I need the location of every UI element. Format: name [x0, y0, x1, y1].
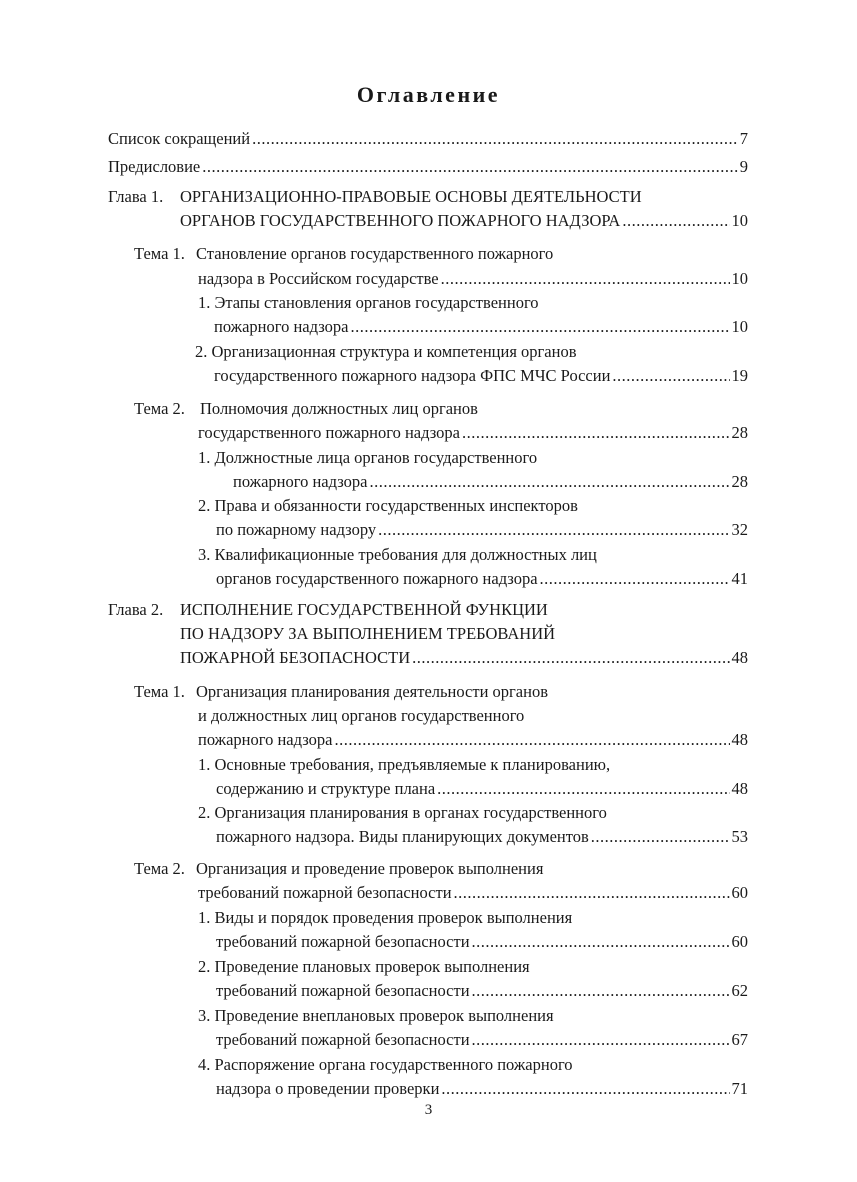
dot-leader	[350, 315, 729, 339]
toc-entry-text: требований пожарной безопасности	[216, 932, 470, 951]
toc-ch1-topic-1-line2[interactable]	[198, 267, 748, 291]
toc-entry-text: государственного пожарного надзора ФПС МЧС России	[214, 366, 611, 385]
toc-entry-text: и должностных лиц органов государственного	[198, 706, 525, 725]
toc-ch2-topic-2-line1[interactable]	[134, 857, 748, 881]
toc-ch1-topic-1-line1[interactable]	[134, 242, 748, 266]
toc-entry-text: 1. Основные требования, предъявляемые к планированию,	[198, 755, 611, 774]
toc-entry-text: государственного пожарного надзора	[198, 423, 460, 442]
toc-entry-text: 2. Организационная структура и компетенция органов	[195, 342, 577, 361]
dot-leader	[378, 518, 729, 542]
toc-ch2-t1-section-2-line2[interactable]	[216, 825, 748, 849]
toc-entry-text: пожарного надзора	[198, 730, 333, 749]
topic-label: Тема 1.	[134, 682, 185, 701]
toc-page-number: 67	[731, 1030, 748, 1049]
page-number: 3	[424, 1102, 433, 1118]
page-title: Оглавление	[356, 82, 501, 107]
toc-page-number: 9	[739, 157, 748, 176]
toc-page-number: 48	[731, 648, 748, 667]
toc-entry-preface[interactable]	[108, 155, 748, 179]
toc-entry-text: 3. Квалификационные требования для должностных лиц	[198, 545, 597, 564]
toc-page-number: 60	[731, 932, 748, 951]
dot-leader	[472, 979, 730, 1003]
toc-page-number: 19	[731, 366, 748, 385]
topic-label: Тема 2.	[134, 399, 185, 418]
toc-entry-text: 1. Этапы становления органов государственного	[198, 293, 539, 312]
toc-ch1-t2-section-1-line2[interactable]	[233, 470, 748, 494]
toc-ch2-topic-1-line3[interactable]	[198, 728, 748, 752]
toc-entry-text: 1. Должностные лица органов государственного	[198, 448, 538, 467]
toc-entry-text: 1. Виды и порядок проведения проверок выполнения	[198, 908, 573, 927]
toc-entry-text: ПОЖАРНОЙ БЕЗОПАСНОСТИ	[180, 648, 411, 667]
toc-chapter-2-line2[interactable]	[180, 622, 748, 646]
dot-leader	[437, 777, 729, 801]
dot-leader	[622, 209, 729, 233]
toc-page-number: 32	[731, 520, 748, 539]
toc-entry-text: Становление органов государственного пожарного	[196, 244, 554, 263]
toc-entry-text: Организация планирования деятельности органов	[196, 682, 548, 701]
toc-entry-text: 3. Проведение внеплановых проверок выполнения	[198, 1006, 554, 1025]
toc-entry-text: ПО НАДЗОРУ ЗА ВЫПОЛНЕНИЕМ ТРЕБОВАНИЙ	[180, 624, 556, 643]
toc-page-number: 10	[731, 211, 748, 230]
toc-entry-text: 2. Права и обязанности государственных инспекторов	[198, 496, 578, 515]
toc-ch1-t2-section-3-line2[interactable]	[216, 567, 748, 591]
dot-leader	[369, 470, 729, 494]
toc-entry-text: требований пожарной безопасности	[216, 981, 470, 1000]
toc-ch1-t1-section-2-line1[interactable]	[195, 340, 748, 364]
toc-entry-text: Предисловие	[108, 157, 201, 176]
toc-page-number: 60	[731, 883, 748, 902]
dot-leader	[252, 127, 738, 151]
toc-entry-abbreviations[interactable]	[108, 127, 748, 151]
dot-leader	[441, 267, 730, 291]
toc-page-number: 28	[731, 423, 748, 442]
dot-leader	[454, 881, 730, 905]
toc-ch2-t1-section-1-line2[interactable]	[216, 777, 748, 801]
toc-ch2-t2-section-3-line2[interactable]	[216, 1028, 748, 1052]
toc-page-number: 53	[731, 827, 748, 846]
toc-chapter-2-line3[interactable]	[180, 646, 748, 670]
dot-leader	[612, 364, 729, 388]
toc-page-number: 62	[731, 981, 748, 1000]
toc-chapter-1-line2[interactable]	[180, 209, 748, 233]
toc-entry-text: Полномочия должностных лиц органов	[200, 399, 478, 418]
dot-leader	[472, 930, 730, 954]
toc-entry-text: требований пожарной безопасности	[198, 883, 452, 902]
toc-entry-text: органов государственного пожарного надзора	[216, 569, 538, 588]
toc-ch2-topic-1-line1[interactable]	[134, 680, 748, 704]
dot-leader	[441, 1077, 729, 1101]
toc-entry-text: Список сокращений	[108, 129, 251, 148]
toc-ch2-t2-section-1-line2[interactable]	[216, 930, 748, 954]
dot-leader	[202, 155, 738, 179]
toc-entry-text: пожарного надзора	[214, 317, 349, 336]
toc-page-number: 48	[731, 730, 748, 749]
toc-entry-text: 4. Распоряжение органа государственного пожарного	[198, 1055, 573, 1074]
toc-ch2-t2-section-3-line1[interactable]	[198, 1004, 748, 1028]
toc-ch2-t2-section-4-line2[interactable]	[216, 1077, 748, 1101]
topic-label: Тема 2.	[134, 859, 185, 878]
toc-entry-text: пожарного надзора	[233, 472, 368, 491]
toc-entry-text: надзора о проведении проверки	[216, 1079, 440, 1098]
toc-entry-text: требований пожарной безопасности	[216, 1030, 470, 1049]
toc-entry-text: 2. Организация планирования в органах государственного	[198, 803, 607, 822]
toc-ch2-t1-section-2-line1[interactable]	[198, 801, 748, 825]
toc-entry-text: надзора в Российском государстве	[198, 269, 439, 288]
chapter-label: Глава 1.	[108, 187, 164, 206]
toc-page-number: 28	[731, 472, 748, 491]
toc-ch1-t2-section-1-line1[interactable]	[198, 446, 748, 470]
toc-entry-text: содержанию и структуре плана	[216, 779, 436, 798]
dot-leader	[462, 421, 730, 445]
toc-ch1-t2-section-2-line2[interactable]	[216, 518, 748, 542]
toc-entry-text: 2. Проведение плановых проверок выполнения	[198, 957, 530, 976]
toc-ch1-t2-section-2-line1[interactable]	[198, 494, 748, 518]
dot-leader	[412, 646, 729, 670]
toc-chapter-2-line1[interactable]	[108, 598, 748, 622]
dot-leader	[472, 1028, 730, 1052]
toc-chapter-1-line1[interactable]	[108, 185, 748, 209]
toc-ch1-topic-2-line1[interactable]	[134, 397, 748, 421]
toc-ch1-t1-section-1-line2[interactable]	[214, 315, 748, 339]
toc-page-number: 7	[739, 129, 748, 148]
toc-page-number: 10	[731, 269, 748, 288]
toc-ch1-t1-section-1-line1[interactable]	[198, 291, 748, 315]
dot-leader	[334, 728, 729, 752]
toc-ch2-t2-section-1-line1[interactable]	[198, 906, 748, 930]
toc-ch2-t2-section-2-line1[interactable]	[198, 955, 748, 979]
toc-entry-text: ОРГАНОВ ГОСУДАРСТВЕННОГО ПОЖАРНОГО НАДЗОРА	[180, 211, 621, 230]
toc-ch2-t1-section-1-line1[interactable]	[198, 753, 748, 777]
toc-entry-text: пожарного надзора. Виды планирующих документов	[216, 827, 589, 846]
toc-ch2-t2-section-4-line1[interactable]	[198, 1053, 748, 1077]
toc-ch2-topic-1-line2[interactable]	[198, 704, 748, 728]
toc-entry-text: ИСПОЛНЕНИЕ ГОСУДАРСТВЕННОЙ ФУНКЦИИ	[180, 600, 548, 619]
topic-label: Тема 1.	[134, 244, 185, 263]
toc-ch2-topic-2-line2[interactable]	[198, 881, 748, 905]
toc-ch1-t2-section-3-line1[interactable]	[198, 543, 748, 567]
dot-leader	[591, 825, 730, 849]
toc-page-number: 71	[731, 1079, 748, 1098]
toc-entry-text: Организация и проведение проверок выполнения	[196, 859, 544, 878]
toc-page-number: 41	[731, 569, 748, 588]
toc-page-number: 48	[731, 779, 748, 798]
toc-ch1-t1-section-2-line2[interactable]	[214, 364, 748, 388]
dot-leader	[540, 567, 730, 591]
toc-entry-text: ОРГАНИЗАЦИОННО-ПРАВОВЫЕ ОСНОВЫ ДЕЯТЕЛЬНОСТИ	[180, 187, 642, 206]
toc-ch1-topic-2-line2[interactable]	[198, 421, 748, 445]
toc-ch2-t2-section-2-line2[interactable]	[216, 979, 748, 1003]
toc-page-number: 10	[731, 317, 748, 336]
chapter-label: Глава 2.	[108, 600, 164, 619]
toc-entry-text: по пожарному надзору	[216, 520, 377, 539]
